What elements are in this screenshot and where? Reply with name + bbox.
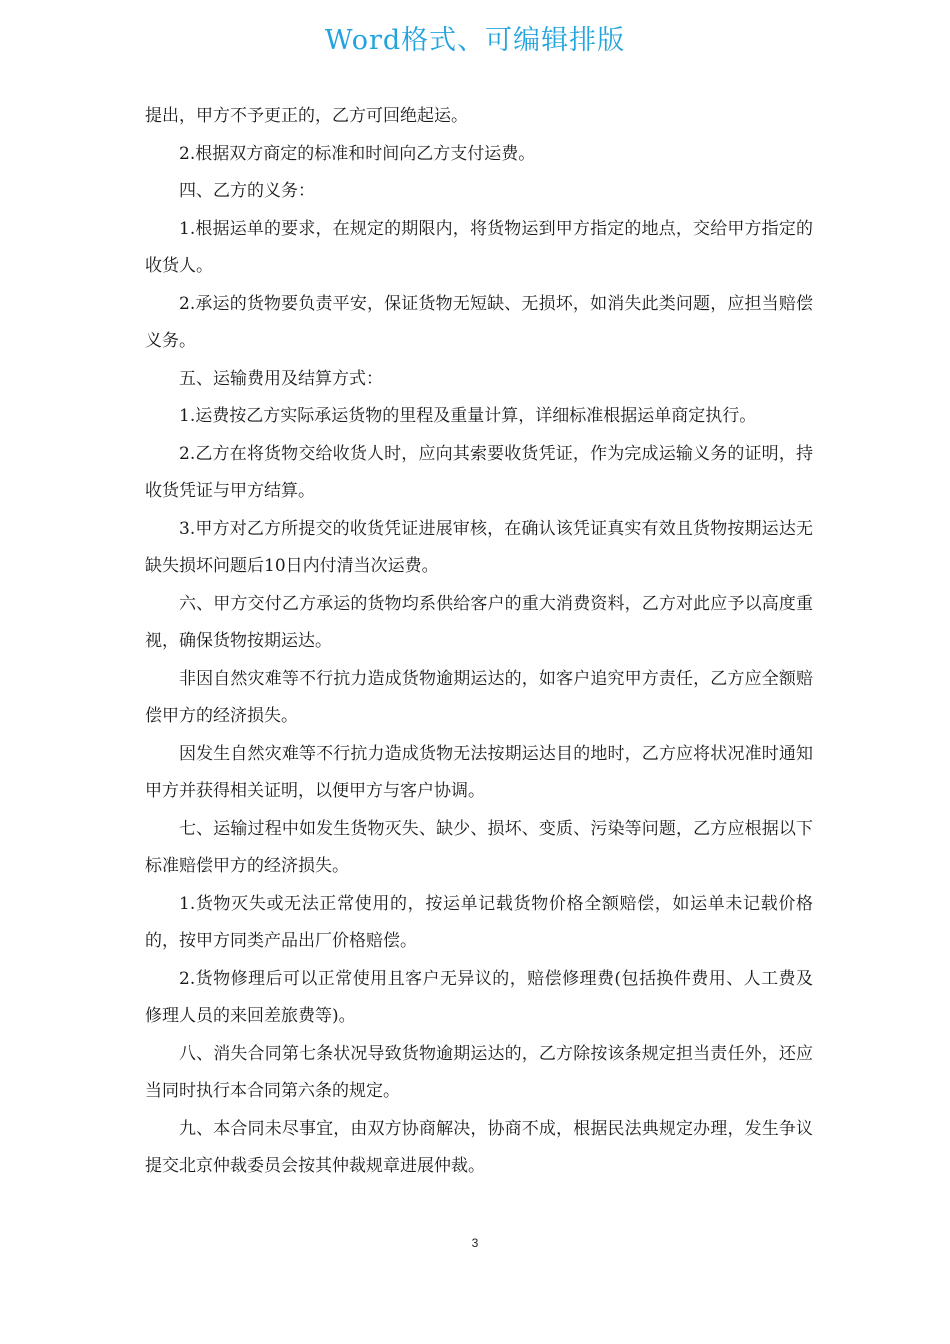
paragraph: 3.甲方对乙方所提交的收货凭证进展审核，在确认该凭证真实有效且货物按期运达无缺失损坏问题后10日内付清当次运费。 [145, 518, 813, 576]
paragraph: 2.乙方在将货物交给收货人时，应向其索要收货凭证，作为完成运输义务的证明，持收货凭证与甲方结算。 [145, 443, 813, 501]
paragraph: 2.承运的货物要负责平安，保证货物无短缺、无损坏，如消失此类问题，应担当赔偿义务。 [145, 293, 813, 351]
section-heading: 六、甲方交付乙方承运的货物均系供给客户的重大消费资料，乙方对此应予以高度重视，确保货物按期运达。 [145, 593, 813, 651]
paragraph: 2.根据双方商定的标准和时间向乙方支付运费。 [179, 143, 536, 164]
page-number: 3 [471, 1236, 479, 1250]
paragraph: 1.运费按乙方实际承运货物的里程及重量计算，详细标准根据运单商定执行。 [179, 406, 757, 426]
section-heading: 七、运输过程中如发生货物灭失、缺少、损坏、变质、污染等问题，乙方应根据以下标准赔偿甲方的经济损失。 [145, 818, 813, 876]
paragraph: 1.根据运单的要求，在规定的期限内，将货物运到甲方指定的地点，交给甲方指定的收货人。 [145, 218, 813, 276]
paragraph: 非因自然灾难等不行抗力造成货物逾期运达的，如客户追究甲方责任，乙方应全额赔偿甲方的经济损失。 [145, 668, 813, 726]
paragraph: 2.货物修理后可以正常使用且客户无异议的，赔偿修理费(包括换件费用、人工费及修理人员的来回差旅费等)。 [145, 968, 813, 1026]
section-heading: 九、本合同未尽事宜，由双方协商解决，协商不成，根据民法典规定办理，发生争议提交北京仲裁委员会按其仲裁规章进展仲裁。 [145, 1118, 813, 1176]
paragraph: 因发生自然灾难等不行抗力造成货物无法按期运达目的地时，乙方应将状况准时通知甲方并获得相关证明，以便甲方与客户协调。 [145, 743, 813, 801]
section-heading: 五、运输费用及结算方式： [179, 368, 383, 389]
section-heading: 八、消失合同第七条状况导致货物逾期运达的，乙方除按该条规定担当责任外，还应当同时执行本合同第六条的规定。 [145, 1043, 813, 1101]
document-body [145, 98, 813, 1186]
section-heading: 四、乙方的义务： [179, 181, 315, 201]
page-header-title: Word格式、可编辑排版 [324, 25, 626, 56]
paragraph: 1.货物灭失或无法正常使用的，按运单记载货物价格全额赔偿，如运单未记载价格的，按甲方同类产品出厂价格赔偿。 [145, 893, 813, 951]
paragraph-continuation: 提出，甲方不予更正的，乙方可回绝起运。 [145, 106, 468, 126]
